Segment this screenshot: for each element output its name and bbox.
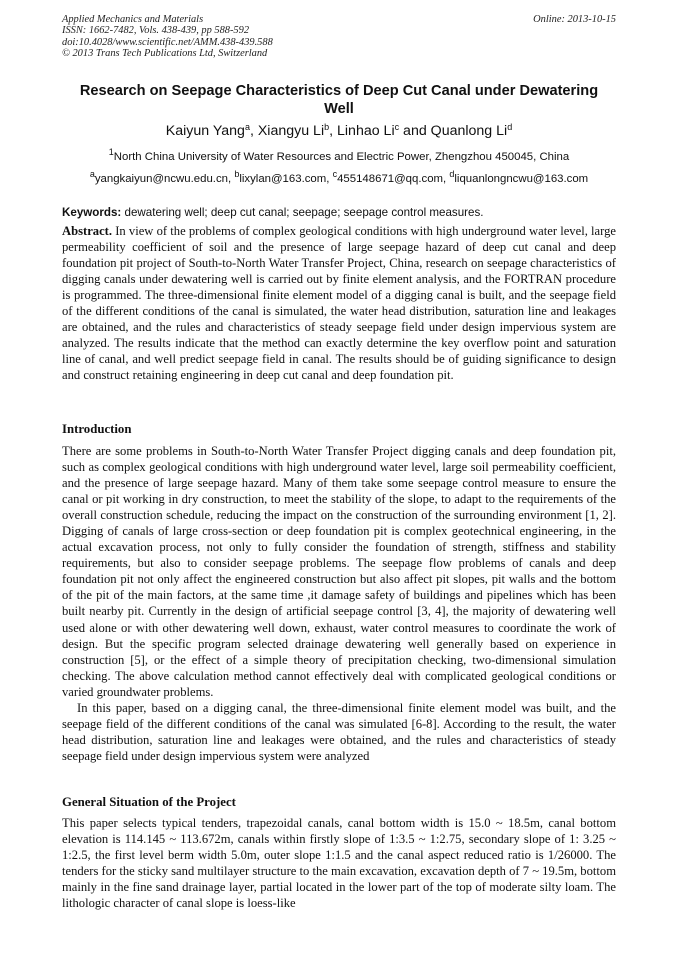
online-date: Online: 2013-10-15 bbox=[533, 14, 616, 25]
general-situation-paragraph: This paper selects typical tenders, trapezoidal canals, canal bottom width is 15.0 ~ 18.5m, canal bottom elevation is 114.145 ~ 113.672m, canals within firstly slope of 1:3.5 ~ 1:2.75, secondary slope of 1: 3.25 ~ 1:2.5, the first level berm width 5.0m, outer slope 1:1.5 and the canal aspect reduced ratio is 1/26000. The tenders for the sticky sand multilayer structure to the main excavation, excavation depth of 7 ~ 19.5m, bottom mainly in the fine sand drainage layer, partial located in the lower part of the top of moderate silty loam. The lithologic character of canal slope is loess-like bbox=[62, 816, 616, 911]
author-sup: d bbox=[507, 122, 513, 132]
author-name: Xiangyu Li bbox=[257, 123, 325, 139]
author-separator: , bbox=[249, 123, 258, 139]
abstract-text: In view of the problems of complex geological conditions with high underground water level, large permeability coefficient of soil and the presence of large seepage hazard of deep cut canal and deep foundation pit project of South-to-North Water Transfer Project, China, research on seepage characteristics of digging canals under dewatering well is carried out by finite element analysis, and the FORTRAN procedure is programmed. The three-dimensional finite element model of a digging canal is built, and the seepage field of the different conditions of the canal is simulated, the water head distribution, saturation line and leakages are obtained, and the rules and characteristics of steady seepage field under design impervious system are analyzed. The results indicate that the method can exactly determine the key overflow point and saturation line of canal, and well predict seepage field in canal. The results should be of guiding significance to design and construct retaining engineering in deep cut canal and deep foundation pit. bbox=[62, 224, 616, 383]
author-list bbox=[40, 122, 638, 140]
email-address[interactable]: liquanlongncwu@163.com bbox=[454, 173, 589, 185]
author-separator: , bbox=[329, 123, 338, 139]
introduction-paragraph: There are some problems in South-to-North Water Transfer Project digging canals and deep foundation pit, such as complex geological conditions with high underground water level, large soil permeability coefficient, and the presence of large seepage hazard. Many of them take some seepage control measure to ensure the canal or pit working in dry construction, to meet the stability of the slope, to adapt to the requirements of the overall construction schedule, reducing the impact on the construction of the surrounding environment [1, 2]. Digging of canals of large cross-section or deep foundation pit is complex geotechnical engineering, in the actual excavation process, not only to fully consider the foundation of strength, stiffness and stability requirements, but also to consider seepage problems. The seepage flow problems of canals and deep foundation pit not only affect the engineered construction but also affect pit slopes, pit walls and the bottom of the pit of the main factors, at the same time ,it damage safety of buildings and pipelines which has been built nearby pit. Currently in the design of artificial seepage control [3, 4], the majority of dewatering well used alone or with other dewatering well down, exhaust, water control measures to coordinate the work of design. But the specific program selected drainage dewatering well generally based on experience in construction [5], or the effect of a simple theory of precipitation checking, two-dimensional simulation checking. The above calculation method cannot effectively deal with complicated geological conditions or varied groundwater problems. bbox=[62, 444, 616, 699]
author-sup: a bbox=[244, 122, 250, 132]
author-sup: b bbox=[324, 122, 330, 132]
email-address[interactable]: lixylan@163.com bbox=[239, 173, 327, 185]
journal-header bbox=[62, 14, 616, 60]
keywords-label: Keywords: bbox=[62, 206, 122, 219]
email-address[interactable]: 455148671@qq.com bbox=[337, 173, 444, 185]
email-address[interactable]: yangkaiyun@ncwu.edu.cn bbox=[94, 173, 228, 185]
journal-name: Applied Mechanics and Materials bbox=[62, 14, 204, 25]
general-situation-body bbox=[62, 815, 616, 911]
author-name: Kaiyun Yang bbox=[165, 123, 245, 139]
email-sup: c bbox=[332, 169, 338, 179]
introduction-heading: Introduction bbox=[62, 422, 132, 436]
introduction-paragraph: In this paper, based on a digging canal, the three-dimensional finite element model was built, and the seepage field of the different conditions of the canal was simulated [6-8]. According to the result, the water head distribution, saturation line and leakages were obtained, and the rules and characteristics of steady seepage field under design impervious system were analyzed bbox=[62, 700, 616, 763]
email-sup: a bbox=[89, 169, 95, 179]
affiliation bbox=[40, 147, 638, 164]
issn-line: ISSN: 1662-7482, Vols. 438-439, pp 588-592 bbox=[62, 25, 250, 37]
email-list: $^a$yangkaiyun@ncwu.edu.cn, $^b$lixylan@163.com, $^c$455148671@qq.com, $^d$liquanlongncwu@163.com bbox=[89, 169, 589, 185]
email-sup: d bbox=[449, 169, 455, 179]
introduction-body bbox=[62, 443, 616, 764]
email-sup: b bbox=[234, 169, 240, 179]
author-separator: and bbox=[399, 123, 431, 139]
keywords bbox=[62, 206, 618, 220]
affiliation-sup: 1 bbox=[108, 147, 114, 157]
author-sup: c bbox=[394, 122, 400, 132]
general-situation-heading: General Situation of the Project bbox=[62, 795, 236, 809]
author-name: Quanlong Li bbox=[430, 123, 508, 139]
abstract bbox=[62, 223, 616, 383]
abstract-label: Abstract. bbox=[62, 224, 113, 238]
copyright-line: © 2013 Trans Tech Publications Ltd, Switzerland bbox=[62, 48, 268, 60]
doi-line: doi:10.4028/www.scientific.net/AMM.438-439.588 bbox=[62, 36, 273, 48]
paper-title: Research on Seepage Characteristics of Deep Cut Canal under Dewatering Well bbox=[79, 83, 599, 117]
keywords-text: dewatering well; deep cut canal; seepage; seepage control measures. bbox=[121, 206, 484, 219]
author-name: Linhao Li bbox=[337, 123, 395, 139]
affiliation-text: North China University of Water Resources and Electric Power, Zhengzhou 450045, China bbox=[113, 151, 570, 163]
